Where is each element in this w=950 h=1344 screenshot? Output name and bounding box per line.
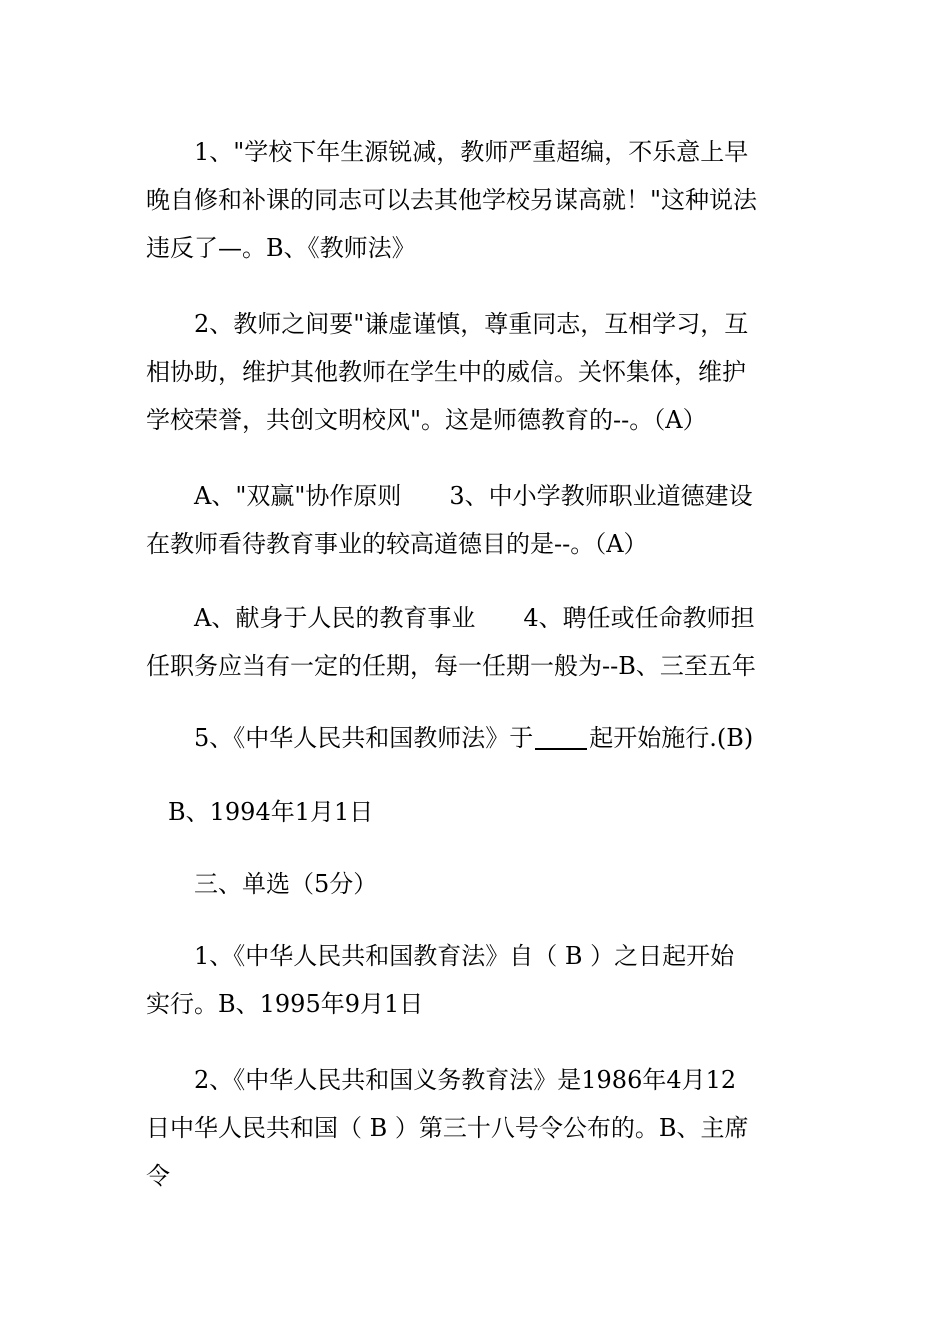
paragraph-line: A、"双赢"协作原则 3、中小学教师职业道德建设 — [194, 482, 753, 510]
paragraph-line: 2、教师之间要"谦虚谨慎，尊重同志，互相学习，互 — [194, 310, 749, 338]
paragraph-line: 实行。B、1995年9月1日 — [146, 990, 424, 1018]
paragraph-line: 学校荣誉，共创文明校风"。这是师德教育的--。（A） — [146, 406, 707, 434]
section-heading-text: 三、单选（5分） — [194, 870, 378, 898]
paragraph-line: 日中华人民共和国（ B ）第三十八号令公布的。B、主席 — [146, 1114, 749, 1142]
paragraph-line: 1、《中华人民共和国教育法》自（ B ）之日起开始 — [194, 942, 735, 970]
paragraph-line: 任职务应当有一定的任期，每一任期一般为--B、三至五年 — [146, 652, 756, 680]
paragraph-line: 2、《中华人民共和国义务教育法》是1986年4月12 — [194, 1066, 737, 1094]
paragraph-line: 令 — [146, 1162, 170, 1190]
paragraph-single-choice-2 — [146, 1056, 806, 1200]
paragraph-line: 违反了—。B、《教师法》 — [146, 234, 416, 262]
paragraph-single-choice-1 — [146, 932, 806, 1028]
paragraph-question-1 — [146, 128, 806, 272]
paragraph-line: A、献身于人民的教育事业 4、聘任或任命教师担 — [194, 604, 755, 632]
answer-blank-underline — [535, 724, 587, 750]
paragraph-question-2 — [146, 300, 806, 444]
paragraph-line: B、1994年1月1日 — [168, 798, 374, 826]
question-5-text-after: 起开始施行.(B) — [589, 724, 754, 752]
paragraph-question-4 — [146, 594, 806, 690]
question-5-text-before: 5、《中华人民共和国教师法》于 — [194, 724, 534, 752]
paragraph-line: 相协助，维护其他教师在学生中的威信。关怀集体，维护 — [146, 358, 746, 386]
section-heading — [146, 860, 806, 908]
paragraph-answer-5 — [146, 788, 806, 836]
paragraph-question-3 — [146, 472, 806, 568]
paragraph-line: 在教师看待教育事业的较高道德目的是--。（A） — [146, 530, 648, 558]
paragraph-line: 1、"学校下年生源锐减，教师严重超编，不乐意上早 — [194, 138, 749, 166]
paragraph-question-5 — [146, 714, 806, 762]
paragraph-line — [146, 714, 806, 762]
paragraph-line: 晚自修和补课的同志可以去其他学校另谋高就！"这种说法 — [146, 186, 758, 214]
